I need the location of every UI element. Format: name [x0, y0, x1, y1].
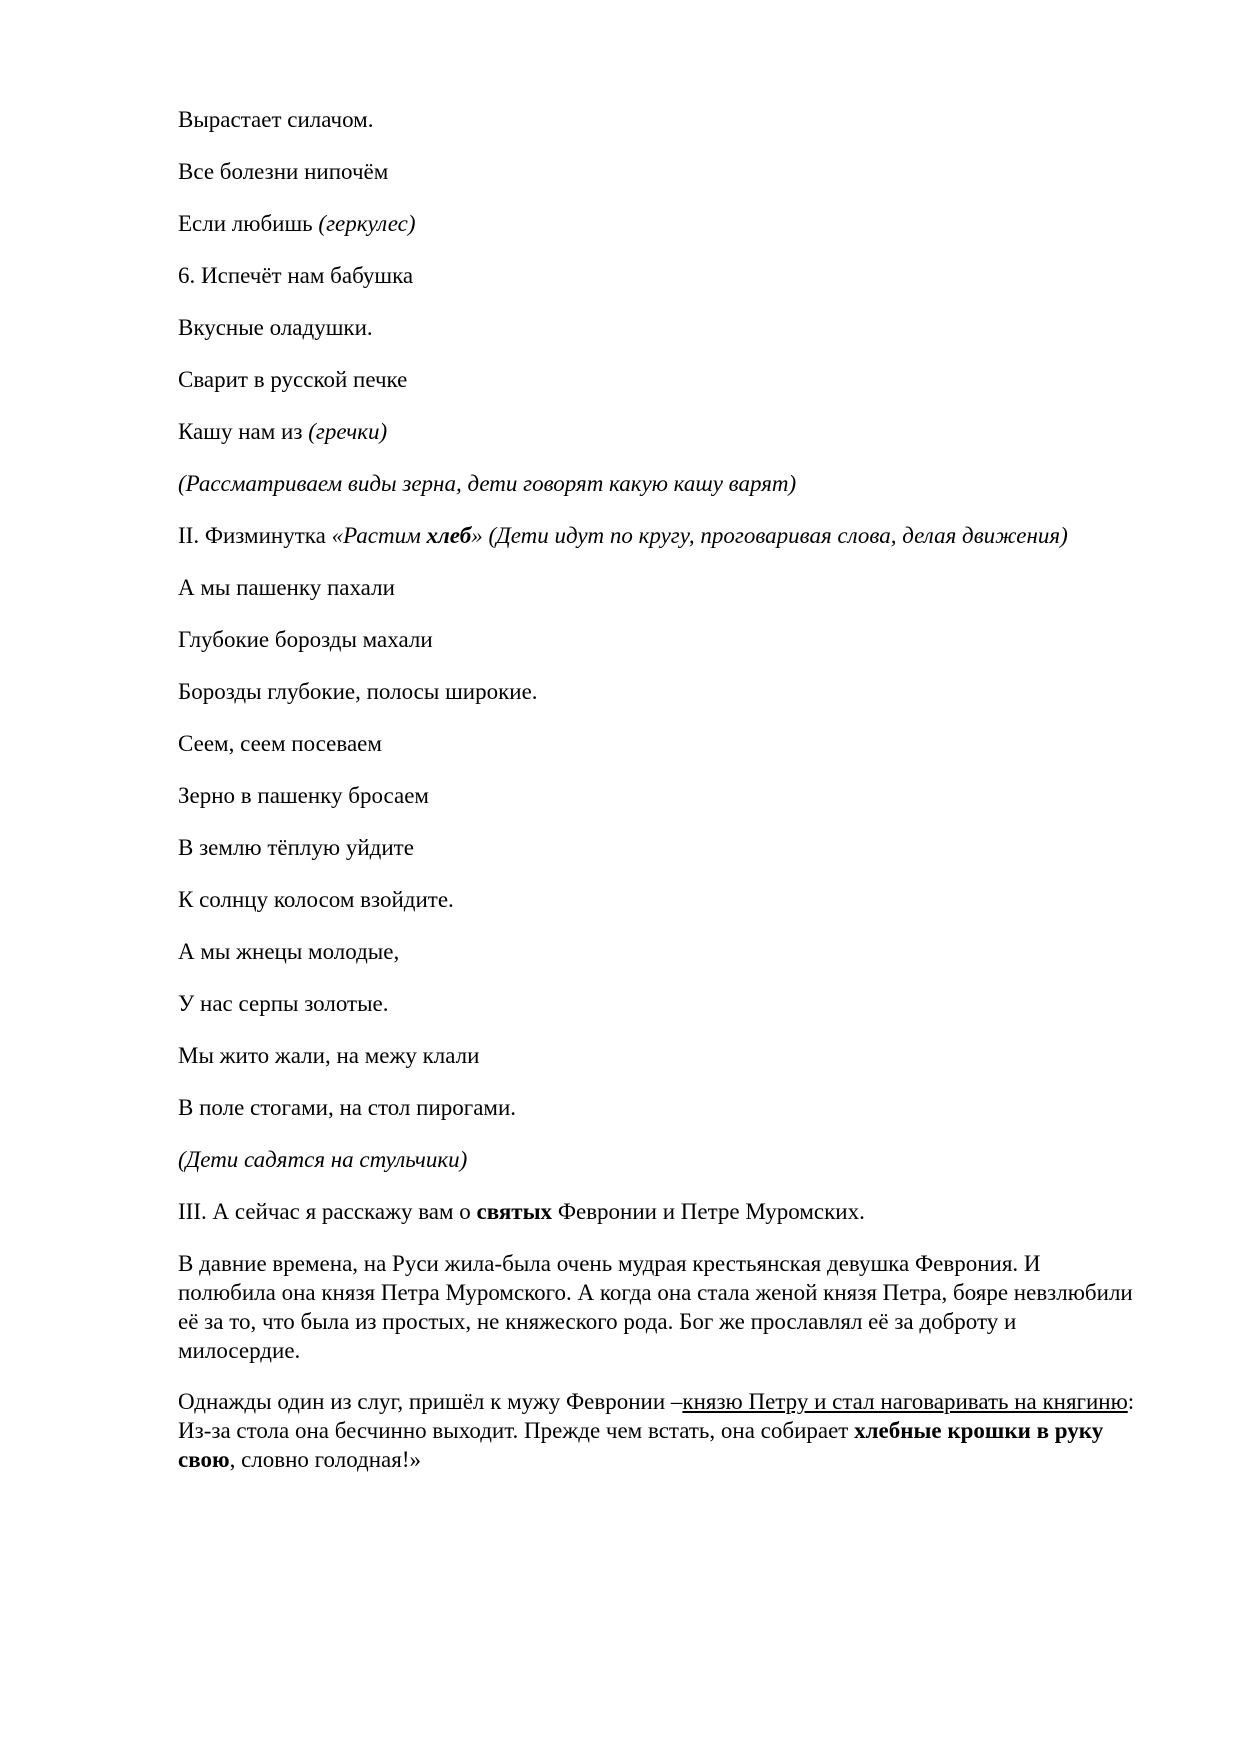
poem-line [178, 105, 373, 134]
text: Глубокие борозды махали [178, 627, 433, 652]
text: К солнцу колосом взойдите. [178, 887, 454, 912]
text: Сварит в русской печке [178, 367, 408, 392]
text: » (Дети идут по кругу, проговаривая слова, делая движения) [471, 523, 1068, 548]
text: У нас серпы золотые. [178, 991, 389, 1016]
poem-line [178, 833, 414, 862]
poem-line [178, 989, 389, 1018]
poem-line [178, 365, 407, 394]
text: (Рассматриваем виды зерна, дети говорят какую кашу варят) [178, 471, 797, 496]
poem-line [178, 625, 433, 654]
poem-line [178, 261, 413, 290]
text: А мы жнецы молодые, [178, 939, 400, 964]
poem-line [178, 1093, 516, 1122]
poem-line [178, 677, 538, 706]
riddle-answer: (гречки) [308, 419, 388, 444]
text: Зерно в пашенку бросаем [178, 783, 429, 808]
text: Если любишь [178, 211, 319, 236]
poem-line [178, 313, 373, 342]
text: Все болезни нипочём [178, 159, 389, 184]
stage-direction [178, 469, 796, 498]
story-paragraph [178, 1387, 1138, 1474]
poem-line [178, 417, 387, 446]
stage-direction [178, 1145, 467, 1174]
poem-line [178, 885, 454, 914]
poem-line [178, 1041, 479, 1070]
bold-text: хлебные крошки в руку свою [178, 1418, 1104, 1472]
text: Сеем, сеем посеваем [178, 731, 382, 756]
text: А мы пашенку пахали [178, 575, 395, 600]
poem-line [178, 937, 399, 966]
text: (Дети садятся на стульчики) [178, 1147, 468, 1172]
underlined-text: князю Петру и стал наговаривать на княгиню [682, 1389, 1128, 1414]
poem-line [178, 157, 388, 186]
section-heading [178, 1197, 865, 1226]
text: III. А сейчас я расскажу вам о [178, 1199, 477, 1224]
poem-line [178, 781, 429, 810]
text: : Из-за стола она бесчинно выходит. Прежде чем встать, она собирает [178, 1389, 1135, 1443]
text: Однажды один из слуг, пришёл к мужу Февронии – [178, 1389, 683, 1414]
text: Мы жито жали, на межу клали [178, 1043, 480, 1068]
text: II. Физминутка [178, 523, 332, 548]
riddle-answer: (геркулес) [318, 211, 416, 236]
text: 6. Испечёт нам бабушка [178, 263, 414, 288]
text: «Растим [331, 523, 427, 548]
story-paragraph [178, 1249, 1138, 1365]
text: Февронии и Петре Муромских. [552, 1199, 865, 1224]
poem-line [178, 209, 416, 238]
bold-word: святых [476, 1199, 553, 1224]
text: В поле стогами, на стол пирогами. [178, 1095, 517, 1120]
poem-line [178, 573, 395, 602]
bold-word: хлеб [426, 523, 472, 548]
text: , словно голодная!» [229, 1447, 421, 1472]
text: В землю тёплую уйдите [178, 835, 414, 860]
text: Кашу нам из [178, 419, 309, 444]
section-heading [178, 521, 1068, 550]
text: В давние времена, на Руси жила-была очень мудрая крестьянская девушка Феврония. И полюбила она князя Петра Муромского. А когда она стала женой князя Петра, бояре невзлюбили её за то, что была из простых, не княжеского рода. Бог же прославлял её за доброту и милосердие. [178, 1251, 1133, 1363]
text: Борозды глубокие, полосы широкие. [178, 679, 538, 704]
text: Вкусные оладушки. [178, 315, 373, 340]
text: Вырастает силачом. [178, 107, 374, 132]
poem-line [178, 729, 382, 758]
